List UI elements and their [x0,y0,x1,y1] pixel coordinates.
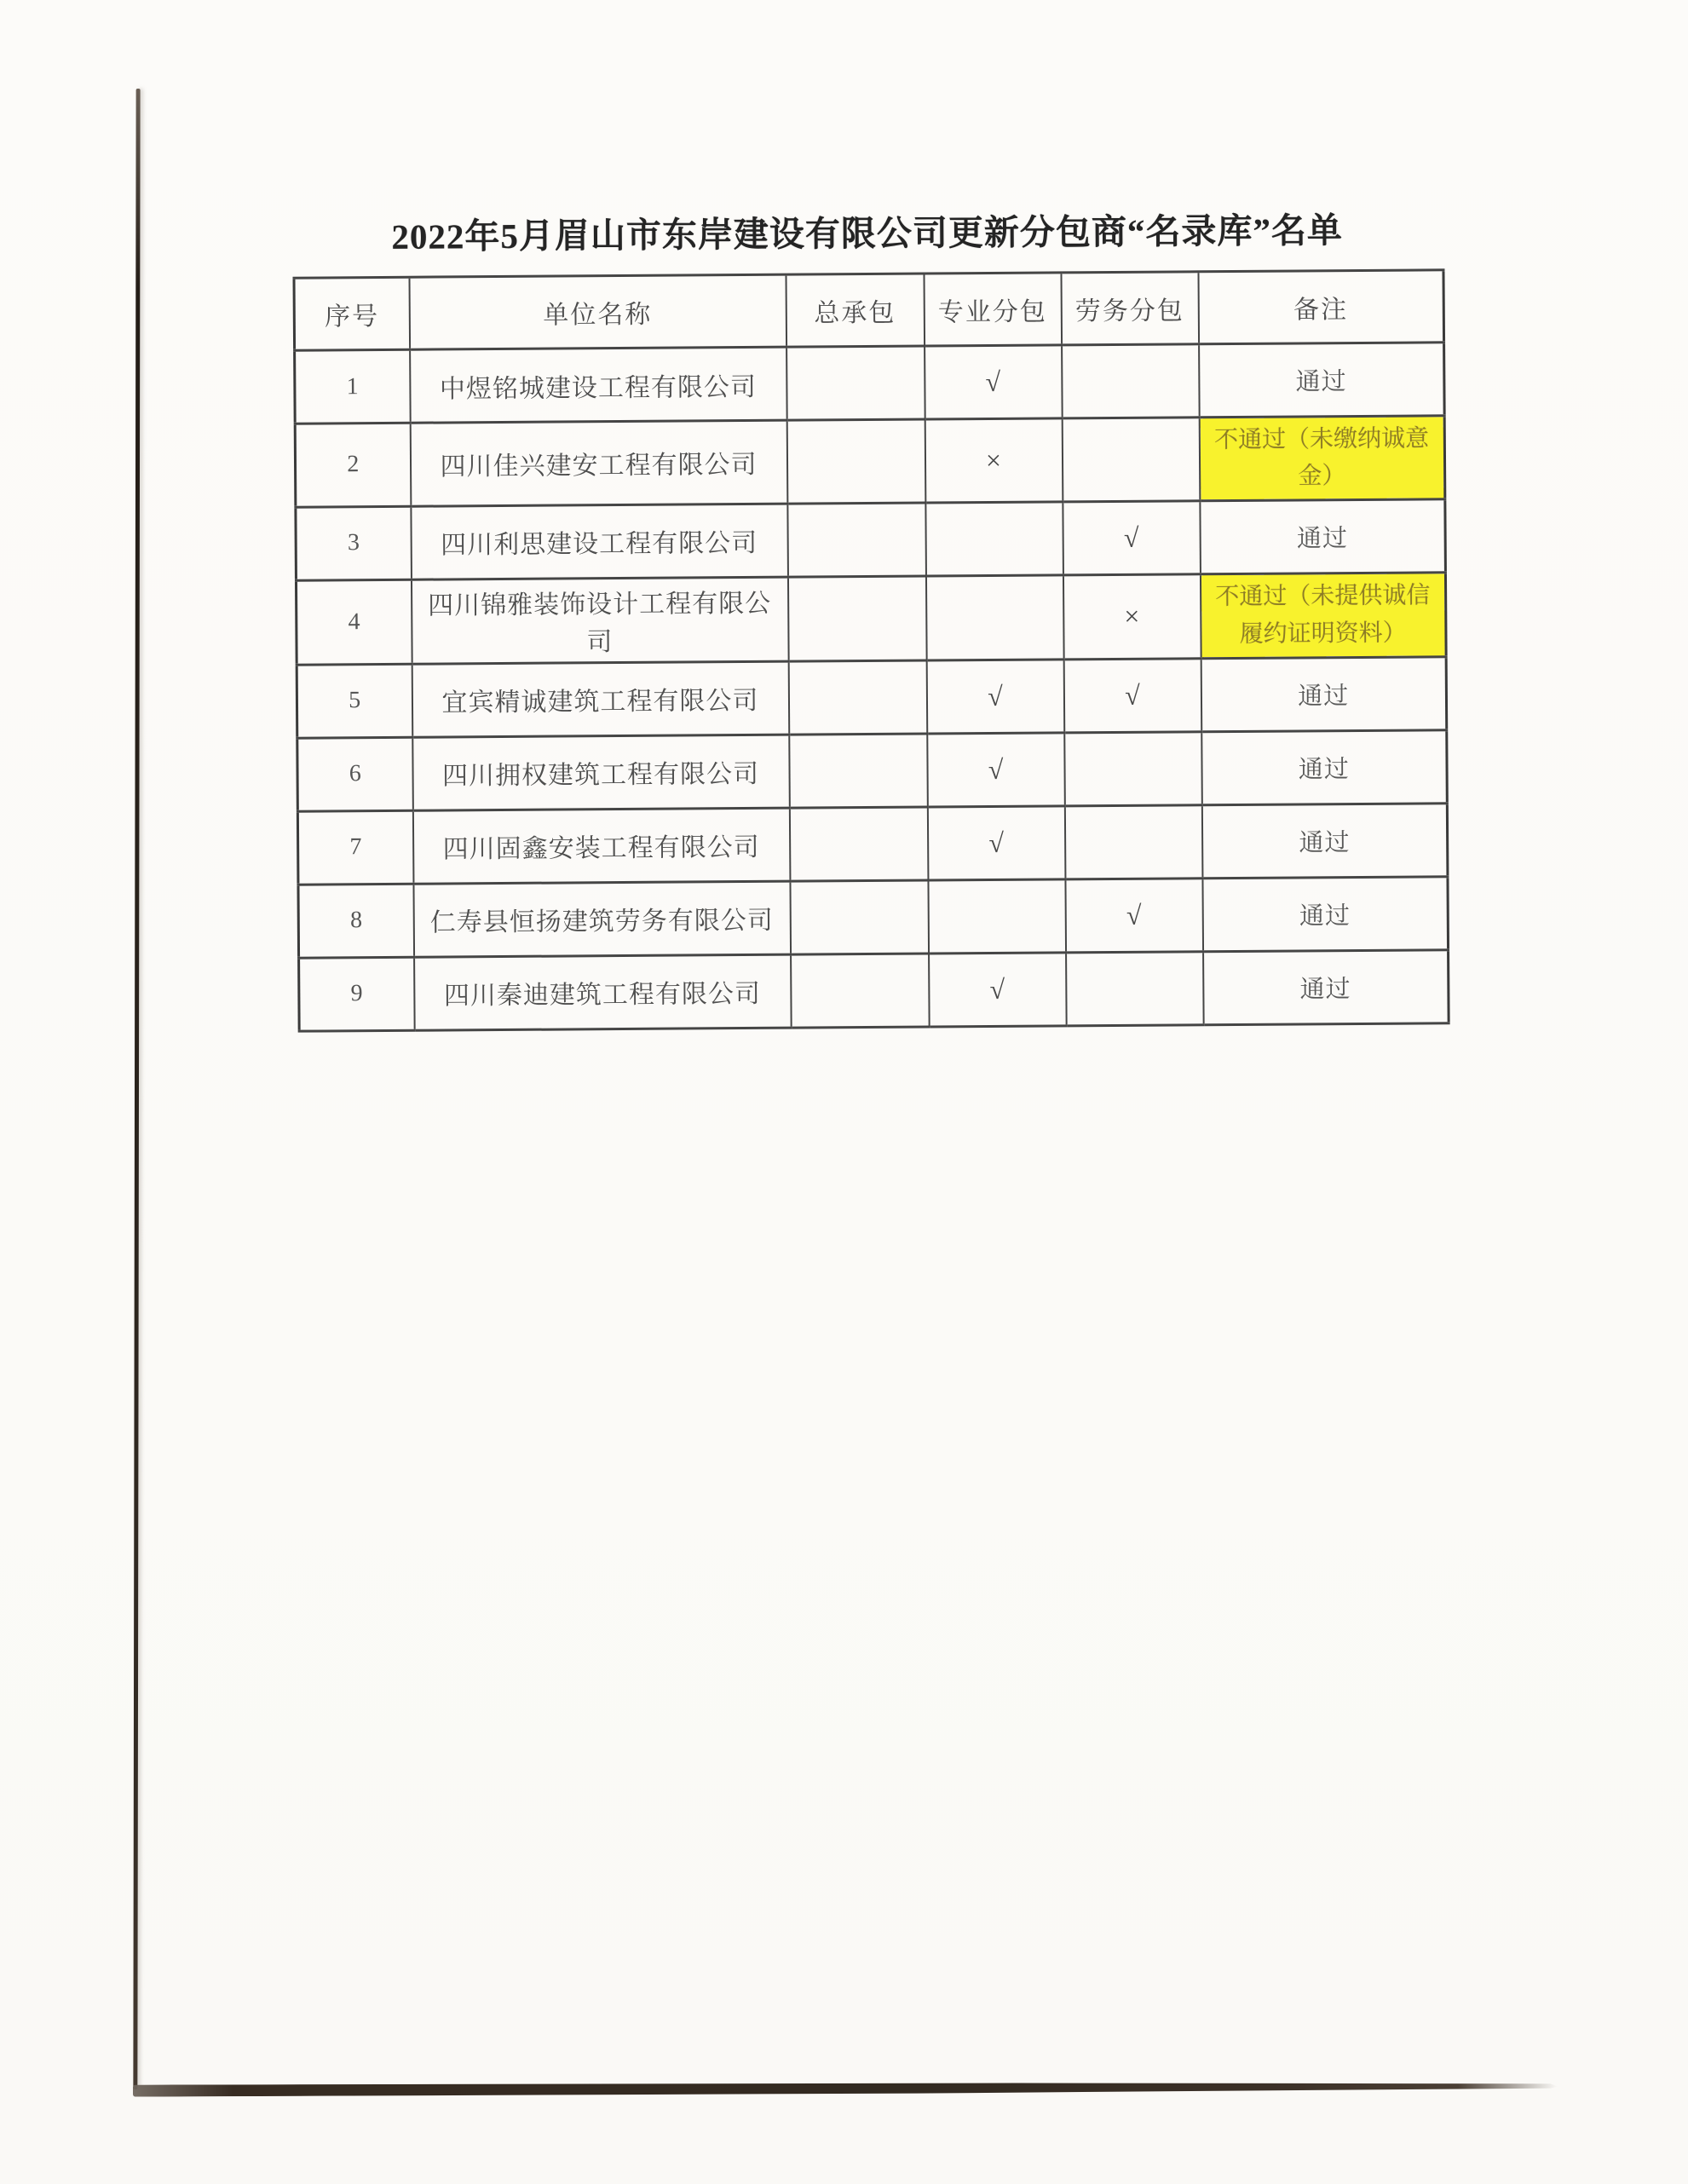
cell-general [789,807,928,881]
table-row [295,343,1445,424]
cell-name: 四川秦迪建筑工程有限公司 [414,954,792,1030]
cell-remark-highlighted: 不通过（未缴纳诚意金） [1199,416,1445,501]
cell-labor [1062,418,1200,502]
column-header-no: 序号 [294,277,410,350]
cell-professional: √ [926,660,1064,734]
cell-professional [928,879,1066,954]
cell-name: 四川利思建设工程有限公司 [411,504,788,579]
cell-labor: √ [1063,501,1201,575]
cell-no: 9 [299,957,415,1031]
column-header-professional: 专业分包 [924,273,1062,346]
table-row [297,730,1448,811]
cell-labor [1066,952,1204,1026]
cell-general [787,503,926,577]
cell-no: 5 [297,664,412,738]
cell-general [786,419,925,504]
cell-remark: 通过 [1201,657,1447,732]
cell-general [791,954,930,1028]
cell-labor [1064,805,1202,879]
cell-general [789,734,928,808]
cell-remark: 通过 [1202,877,1449,952]
cell-professional: √ [927,733,1065,807]
paper-bottom-shadow [133,2080,1558,2096]
cell-remark-highlighted: 不通过（未提供诚信履约证明资料） [1200,573,1446,659]
cell-no: 1 [295,349,411,424]
cell-general [786,346,925,420]
table-row [299,950,1449,1031]
cell-professional: √ [925,345,1063,419]
document-content [292,210,1448,1032]
cell-name: 四川锦雅装饰设计工程有限公司 [411,577,788,664]
cell-labor [1064,732,1202,806]
column-header-general: 总承包 [786,274,925,347]
cell-remark: 通过 [1203,950,1449,1025]
cell-no: 2 [295,423,411,507]
cell-name: 四川固鑫安装工程有限公司 [412,808,790,884]
cell-professional: × [925,418,1063,503]
cell-remark: 通过 [1201,730,1448,805]
subcontractor-table [292,268,1449,1032]
cell-labor: √ [1063,659,1201,733]
table-row [295,416,1445,507]
cell-remark: 通过 [1201,804,1448,879]
cell-professional: √ [929,953,1067,1027]
cell-professional [925,502,1063,576]
cell-name: 四川拥权建筑工程有限公司 [412,735,790,810]
document-title: 2022年5月眉山市东岸建设有限公司更新分包商“名录库”名单 [391,210,1344,256]
cell-name: 仁寿县恒扬建筑劳务有限公司 [413,881,791,957]
table-row [298,877,1449,958]
table-row [297,804,1448,885]
cell-no: 6 [297,737,413,811]
cell-no: 3 [296,506,412,580]
cell-no: 8 [298,884,414,958]
table-row [296,499,1446,580]
header-row [294,270,1444,350]
cell-professional: √ [927,806,1065,880]
cell-no: 4 [296,579,412,665]
cell-general [788,660,927,735]
cell-labor [1062,344,1200,418]
cell-remark: 通过 [1200,499,1446,574]
cell-name: 中煜铭城建设工程有限公司 [410,347,787,423]
cell-labor: √ [1065,879,1203,953]
column-header-labor: 劳务分包 [1061,272,1199,345]
cell-general [787,576,926,661]
cell-no: 7 [297,810,413,885]
column-header-name: 单位名称 [409,274,786,349]
column-header-remark: 备注 [1198,270,1444,344]
cell-professional [925,575,1063,660]
paper-edge-line [133,89,140,2089]
cell-name: 四川佳兴建安工程有限公司 [410,420,787,506]
table-row [297,657,1447,738]
cell-labor: × [1063,574,1201,660]
table-row [296,573,1446,665]
cell-remark: 通过 [1199,343,1445,418]
cell-general [790,880,929,954]
cell-name: 宜宾精诚建筑工程有限公司 [412,661,789,737]
